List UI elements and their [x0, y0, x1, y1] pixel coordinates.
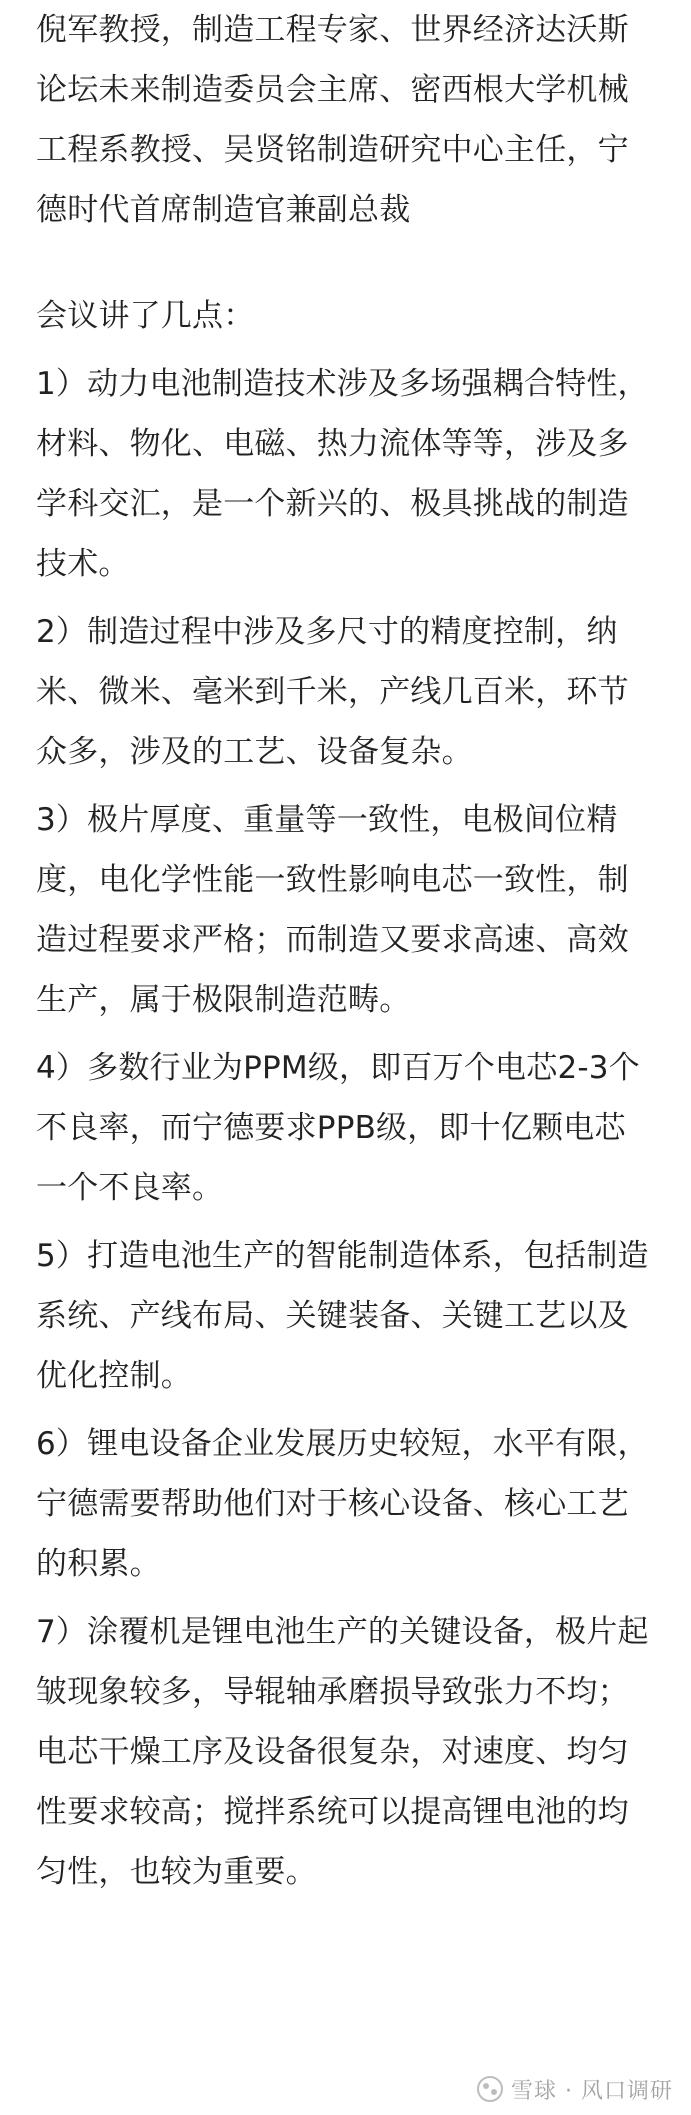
article-body: [36, 0, 656, 1902]
watermark: [475, 2071, 673, 2107]
point-5: 5）打造电池生产的智能制造体系，包括制造系统、产线布局、关键装备、关键工艺以及优化控制。: [36, 1238, 649, 1394]
point-2: 2）制造过程中涉及多尺寸的精度控制，纳米、微米、毫米到千米，产线几百米，环节众多，涉及的工艺、设备复杂。: [36, 614, 629, 770]
point-7: 7）涂覆机是锂电池生产的关键设备，极片起皱现象较多，导辊轴承磨损导致张力不均；电芯干燥工序及设备很复杂，对速度、均匀性要求较高；搅拌系统可以提高锂电池的均匀性，也较为重要。: [36, 1614, 649, 1890]
point-3: 3）极片厚度、重量等一致性，电极间位精度，电化学性能一致性影响电芯一致性，制造过程要求严格；而制造又要求高速、高效生产，属于极限制造范畴。: [36, 802, 629, 1018]
intro-paragraph: 倪军教授，制造工程专家、世界经济达沃斯论坛未来制造委员会主席、密西根大学机械工程系教授、吴贤铭制造研究中心主任，宁德时代首席制造官兼副总裁: [36, 12, 629, 228]
point-1: 1）动力电池制造技术涉及多场强耦合特性，材料、物化、电磁、热力流体等等，涉及多学科交汇，是一个新兴的、极具挑战的制造技术。: [36, 366, 649, 582]
point-6: 6）锂电设备企业发展历史较短，水平有限，宁德需要帮助他们对于核心设备、核心工艺的积累。: [36, 1426, 649, 1582]
snowball-logo-icon: [475, 2074, 505, 2104]
section-heading: 会议讲了几点：: [36, 298, 255, 334]
point-4: 4）多数行业为PPM级，即百万个电芯2-3个不良率，而宁德要求PPB级，即十亿颗电芯一个不良率。: [36, 1050, 640, 1206]
watermark-text: 雪球 · 风口调研: [511, 2078, 673, 2104]
